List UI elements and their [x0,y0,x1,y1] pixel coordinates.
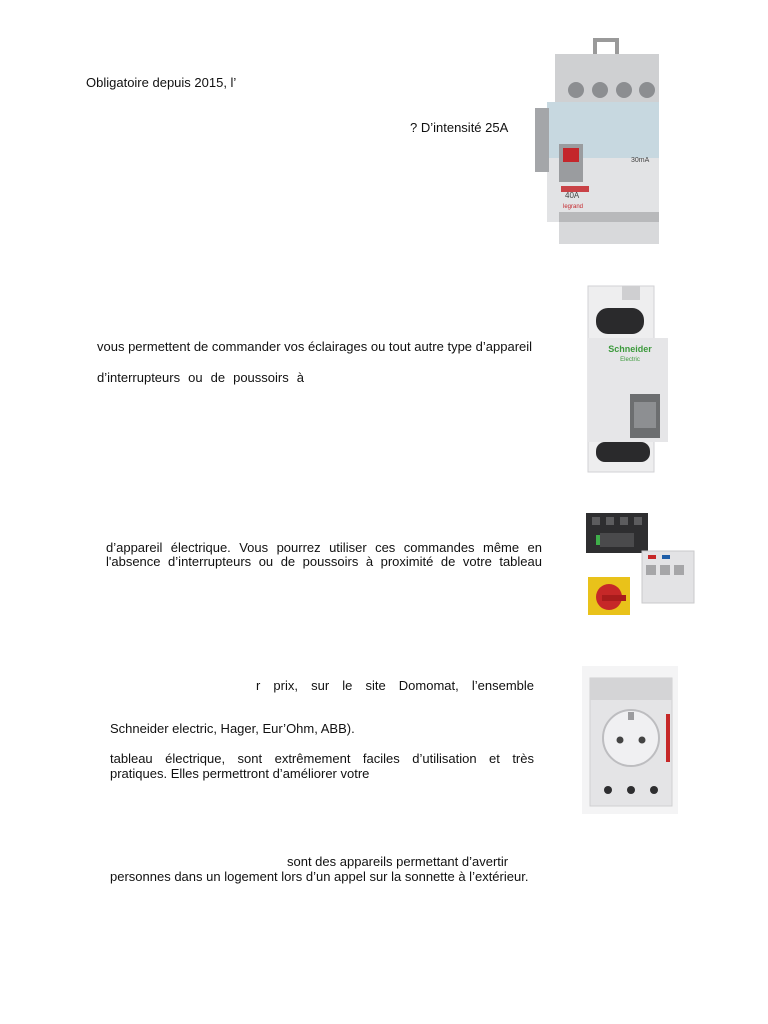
control-text-line-2: l'absence d’interrupteurs ou de poussoirs à proximité de votre tableau [106,554,542,569]
switch-text-line-1: vous permettent de commander vos éclairages ou tout autre type d’appareil [97,339,533,354]
control-switches-image [582,505,698,623]
intro-text-line-1: Obligatoire depuis 2015, l’ [86,75,237,90]
socket-text-line-1: tableau électrique, sont extrêmement faciles d’utilisation et très [110,751,534,766]
differential-switch-image [535,36,665,244]
doorbell-text-line-2: personnes dans un logement lors d’un appel sur la sonnette à l’extérieur. [110,869,529,884]
intro-text-line-2: ? D’intensité 25A [410,120,509,135]
doorbell-text-line-1: sont des appareils permettant d’avertir [287,854,509,869]
switch-text-line-2: d’interrupteurs ou de poussoirs à [97,370,304,385]
schneider-brand-sub-label: Electric [620,357,640,363]
differential-brand-label: legrand [563,204,584,210]
socket-text-line-2: pratiques. Elles permettront d’améliorer votre [110,766,370,781]
brands-text-line: Schneider electric, Hager, Eur’Ohm, ABB). [110,721,355,736]
differential-rating-label: 40A [565,191,580,200]
modular-socket-image [582,666,678,814]
schneider-brand-label: Schneider [608,344,652,354]
modular-switch-image [584,284,670,474]
domomat-text-line-1: r prix, sur le site Domomat, l’ensemble [256,678,534,693]
control-text-line-1: d’appareil électrique. Vous pourrez utiliser ces commandes même en [106,540,542,555]
differential-sensitivity-label: 30mA [631,157,650,164]
